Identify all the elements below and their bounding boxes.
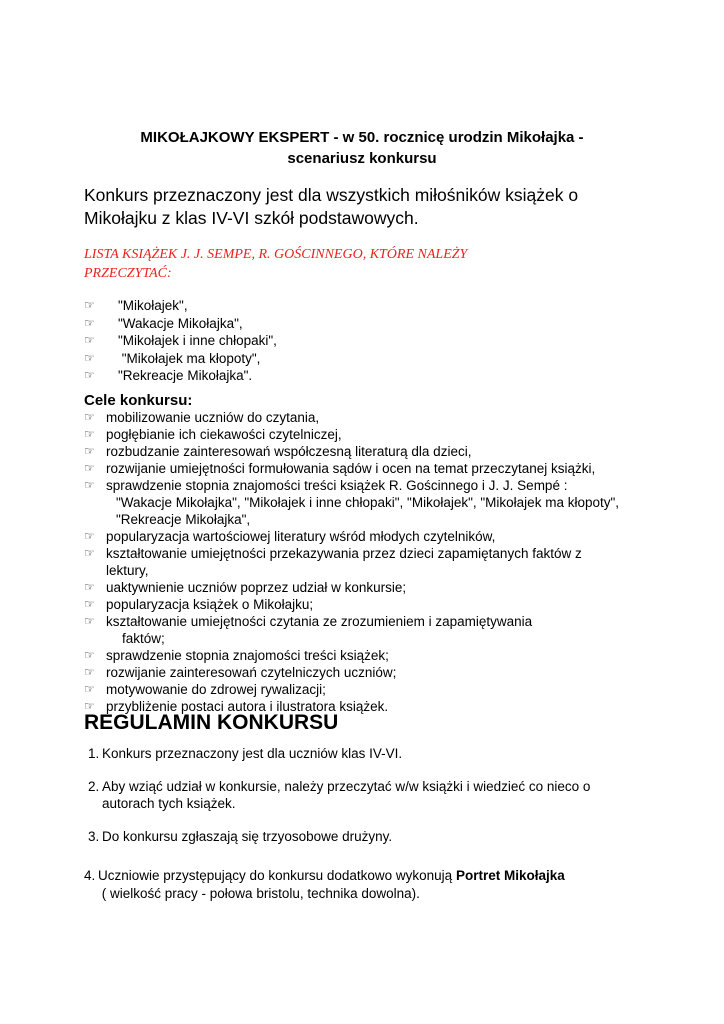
goal-text: przybliżenie postaci autora i ilustratora książek. (106, 699, 389, 714)
pointing-hand-icon: ☞ (84, 315, 95, 330)
pointing-hand-icon: ☞ (84, 350, 95, 365)
book-title: "Mikołajek", (118, 298, 188, 313)
book-list-heading-line-1: LISTA KSIĄŻEK J. J. SEMPE, R. GOŚCINNEGO, KTÓRE NALEŻY (84, 247, 468, 262)
goal-item (84, 409, 684, 426)
rule-number: 2. (88, 778, 100, 794)
pointing-hand-icon: ☞ (84, 699, 95, 713)
book-title: "Wakacje Mikołajka", (118, 315, 243, 331)
goals-list (84, 409, 684, 715)
book-list-heading (84, 245, 584, 283)
rule-number: 1. (88, 746, 100, 761)
pointing-hand-icon: ☞ (84, 580, 95, 594)
rule-item (84, 828, 644, 846)
book-title: "Mikołajek ma kłopoty", (118, 350, 261, 366)
goal-text: kształtowanie umiejętności czytania ze zrozumieniem i zapamiętywania (106, 614, 533, 629)
goal-text: motywowanie do zdrowej rywalizacji; (106, 682, 326, 697)
goal-item (84, 579, 684, 596)
goal-text: kształtowanie umiejętności przekazywania przez dzieci zapamiętanych faktów z (106, 546, 582, 561)
pointing-hand-icon: ☞ (84, 597, 95, 611)
pointing-hand-icon: ☞ (84, 478, 95, 492)
pointing-hand-icon: ☞ (84, 368, 95, 382)
rule-item (84, 745, 644, 763)
rule-number: 4. (84, 868, 96, 883)
rules-heading: REGULAMIN KONKURSU (84, 711, 339, 734)
rule-text: Konkurs przeznaczony jest dla uczniów klas IV-VI. (102, 746, 403, 761)
goal-item (84, 664, 684, 681)
goal-text-continued: lektury, (106, 563, 149, 578)
rule-text: Aby wziąć udział w konkursie, należy przeczytać w/w książki i wiedzieć co nieco o autorach tych książek. (102, 778, 591, 811)
goal-item (84, 613, 684, 647)
pointing-hand-icon: ☞ (84, 648, 95, 662)
pointing-hand-icon: ☞ (84, 444, 95, 458)
pointing-hand-icon: ☞ (84, 427, 95, 441)
goal-item (84, 647, 684, 664)
document-title (80, 127, 644, 169)
book-list (84, 297, 277, 385)
goal-text: sprawdzenie stopnia znajomości treści książek; (106, 648, 389, 663)
pointing-hand-icon: ☞ (84, 298, 95, 312)
goal-item (84, 477, 684, 528)
title-line-2: scenariusz konkursu (287, 150, 437, 167)
pointing-hand-icon: ☞ (84, 614, 95, 628)
goal-item (84, 545, 684, 579)
book-title: "Mikołajek i inne chłopaki", (118, 333, 277, 348)
goal-item (84, 443, 684, 460)
goal-text: rozwijanie umiejętności formułowania sądów i ocen na temat przeczytanej książki, (106, 461, 596, 476)
pointing-hand-icon: ☞ (84, 529, 95, 543)
goal-text: pogłębianie ich ciekawości czytelniczej, (106, 427, 342, 442)
goal-item (84, 528, 684, 545)
pointing-hand-icon: ☞ (84, 665, 95, 679)
rules-list (84, 745, 644, 902)
goal-text: uaktywnienie uczniów poprzez udział w konkursie; (106, 580, 407, 595)
book-item (84, 315, 277, 333)
book-title: "Rekreacje Mikołajka". (118, 368, 253, 383)
goal-text: rozbudzanie zainteresowań współczesną literaturą dla dzieci, (106, 444, 472, 459)
pointing-hand-icon: ☞ (84, 546, 95, 560)
book-item (84, 297, 277, 315)
goal-text-continued: "Wakacje Mikołajka", "Mikołajek i inne chłopaki", "Mikołajek", "Mikołajek ma kłopoty", "Rekreacje Mikołajka", (116, 495, 620, 527)
rule-text-bold: Portret Mikołajka (455, 868, 565, 883)
rule-item (84, 867, 644, 902)
rule-number: 3. (88, 828, 100, 844)
goal-item (84, 681, 684, 698)
goal-text-continued: faktów; (122, 631, 165, 646)
goal-item (84, 426, 684, 443)
book-item (84, 350, 277, 368)
goal-text: mobilizowanie uczniów do czytania, (106, 410, 320, 425)
intro-paragraph: Konkurs przeznaczony jest dla wszystkich miłośników książek o Mikołajku z klas IV-VI szkół podstawowych. (84, 185, 579, 228)
book-item (84, 367, 277, 385)
rule-text-continued: ( wielkość pracy - połowa bristolu, technika dowolna). (98, 885, 420, 901)
rule-item (84, 778, 644, 813)
book-item (84, 332, 277, 350)
goal-item (84, 460, 684, 477)
goals-heading: Cele konkursu: (84, 392, 193, 409)
goal-text: sprawdzenie stopnia znajomości treści książek R. Gościnnego i J. J. Sempé : (106, 478, 568, 493)
book-list-heading-line-2: PRZECZYTAĆ: (84, 266, 172, 281)
rule-text: Do konkursu zgłaszają się trzyosobowe drużyny. (102, 828, 393, 844)
pointing-hand-icon: ☞ (84, 333, 95, 347)
pointing-hand-icon: ☞ (84, 461, 95, 475)
goal-text: popularyzacja wartościowej literatury wśród młodych czytelników, (106, 529, 496, 544)
pointing-hand-icon: ☞ (84, 410, 95, 424)
pointing-hand-icon: ☞ (84, 682, 95, 696)
goal-text: rozwijanie zainteresowań czytelniczych uczniów; (106, 665, 397, 680)
rule-text: Uczniowie przystępujący do konkursu dodatkowo wykonują (98, 868, 456, 883)
title-line-1: MIKOŁAJKOWY EKSPERT - w 50. rocznicę urodzin Mikołajka - (140, 129, 584, 146)
goal-item (84, 596, 684, 613)
goal-text: popularyzacja książek o Mikołajku; (106, 597, 314, 612)
